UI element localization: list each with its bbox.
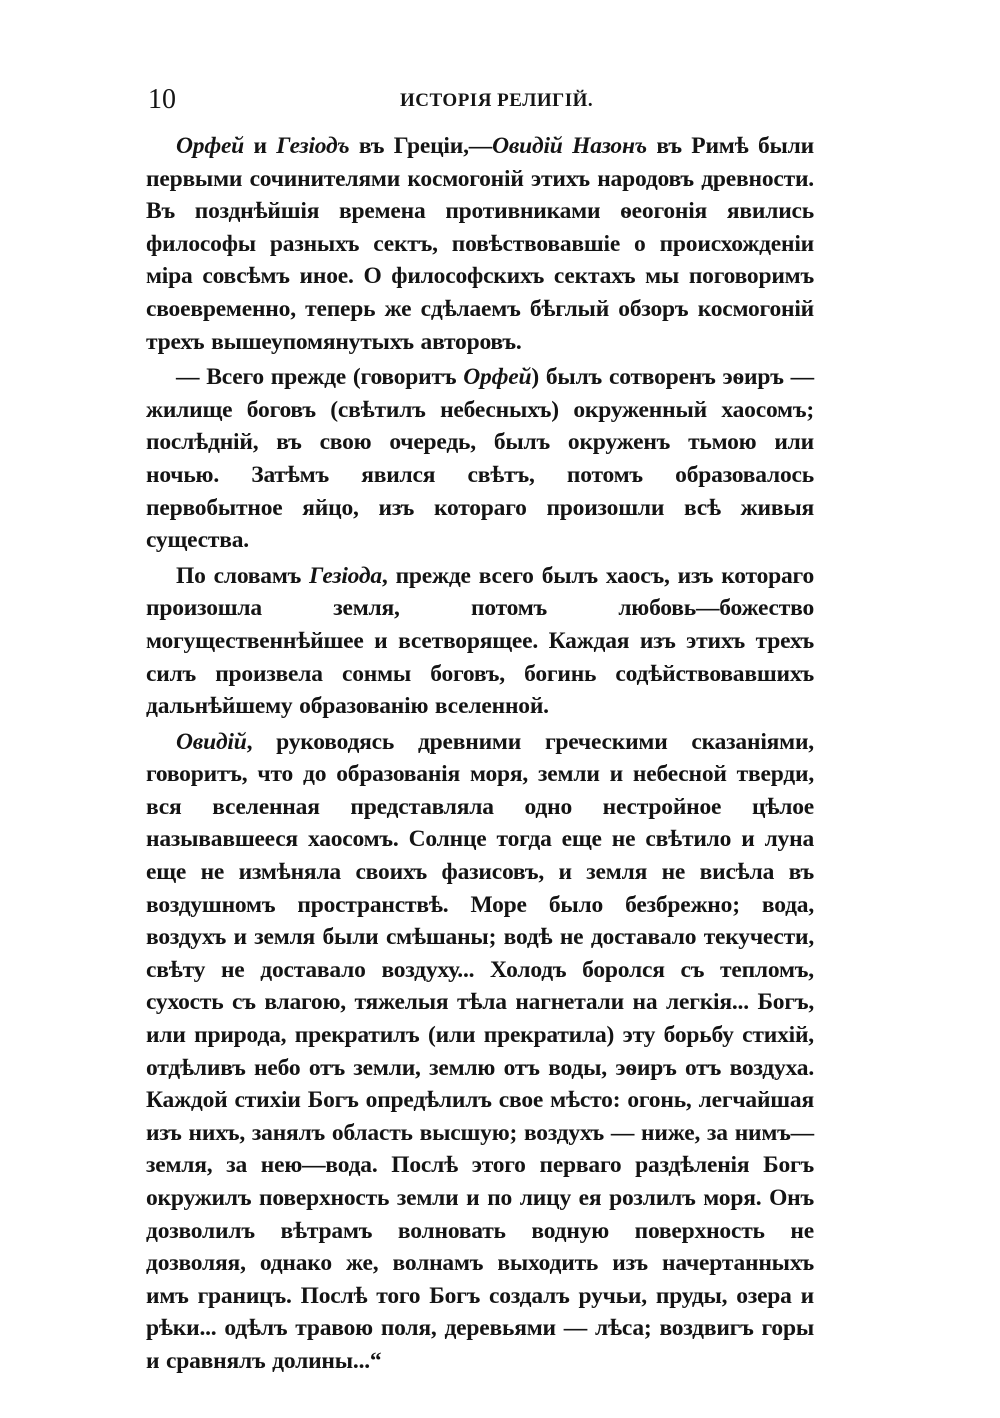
paragraph-orpheus	[146, 361, 814, 557]
author-name-hesiod: Гезіодъ	[276, 133, 350, 159]
text-run: , руководясь древними греческими сказаніями, говоритъ, что до образованія моря, земли и небесной тверди, вся вселенная представляла одно нестройное цѣлое называвшееся хаосомъ. Солнце тогда еще не свѣтило и луна еще не измѣняла своихъ фазисовъ, и земля не висѣла въ воздушномъ пространствѣ. Море было безбрежно; вода, воздухъ и земля были смѣшаны; водѣ не доставало текучести, свѣту не доставало воздуху... Холодъ боролся съ тепломъ, сухость съ влагою, тяжелыя тѣла нагнетали на легкія... Богъ, или природа, прекратилъ (или прекратила) эту борьбу стихій, отдѣливъ небо отъ земли, землю отъ воды, эѳиръ отъ воздуха. Каждой стихіи Богъ опредѣлилъ свое мѣсто: огонь, легчайшая изъ нихъ, занялъ область высшую; воздухъ — ниже, за нимъ—земля, за нею—вода. Послѣ этого перваго раздѣленія Богъ окружилъ поверхность земли и по лицу ея розлилъ моря. Онъ дозволилъ вѣтрамъ волновать водную поверхность не дозволяя, однако же, волнамъ выходить изъ начертанныхъ имъ границъ. Послѣ того Богъ создалъ ручьи, пруды, озера и рѣки... одѣлъ травою поля, деревьями — лѣса; воздвигъ горы и сравнялъ долины...“	[146, 728, 814, 1374]
author-name-ovid-naso: Овидій Назонъ	[492, 133, 647, 159]
paragraph-cosmogony-authors	[146, 130, 814, 358]
book-page	[146, 80, 814, 1378]
text-run: По словамъ	[176, 562, 310, 589]
author-name-ovid: Овидій	[176, 728, 247, 755]
running-header	[146, 80, 814, 120]
page-number: 10	[148, 84, 176, 115]
text-run: — Всего прежде (говоритъ	[176, 364, 464, 391]
running-title: ИСТОРІЯ РЕЛИГІЙ.	[400, 90, 594, 111]
author-name-orpheus: Орфей	[463, 364, 532, 391]
text-run: въ Греціи,—	[349, 133, 493, 159]
text-run: , прежде всего былъ хаосъ, изъ котораго произошла земля, потомъ любовь—божество могущественнѣйшее и всетворящее. Каждая изъ этихъ трехъ силъ произвела сонмы боговъ, богинь содѣйствовавшихъ дальнѣйшему образованію вселенной.	[146, 562, 814, 720]
paragraph-ovid	[146, 726, 814, 1378]
text-run: и	[244, 133, 277, 159]
paragraph-hesiod	[146, 560, 814, 723]
author-name-orpheus: Орфей	[176, 133, 245, 159]
author-name-hesiod: Гезіода	[309, 562, 382, 589]
text-run: въ Римѣ были первыми сочинителями космогоній этихъ народовъ древности. Въ позднѣйшія времена противниками ѳеогонія явились философы разныхъ сектъ, повѣствовавшіе о происхожденіи міра совсѣмъ иное. О философскихъ сектахъ мы поговоримъ своевременно, теперь же сдѣлаемъ бѣглый обзоръ космогоній трехъ вышеупомянутыхъ авторовъ.	[146, 133, 814, 355]
text-run: ) былъ сотворенъ эѳиръ — жилище боговъ (свѣтилъ небесныхъ) окруженный хаосомъ; послѣдній, въ свою очередь, былъ окруженъ тьмою или ночью. Затѣмъ явился свѣтъ, потомъ образовалось первобытное яйцо, изъ котораго произошли всѣ живыя существа.	[146, 364, 814, 554]
body-text	[146, 130, 814, 1378]
